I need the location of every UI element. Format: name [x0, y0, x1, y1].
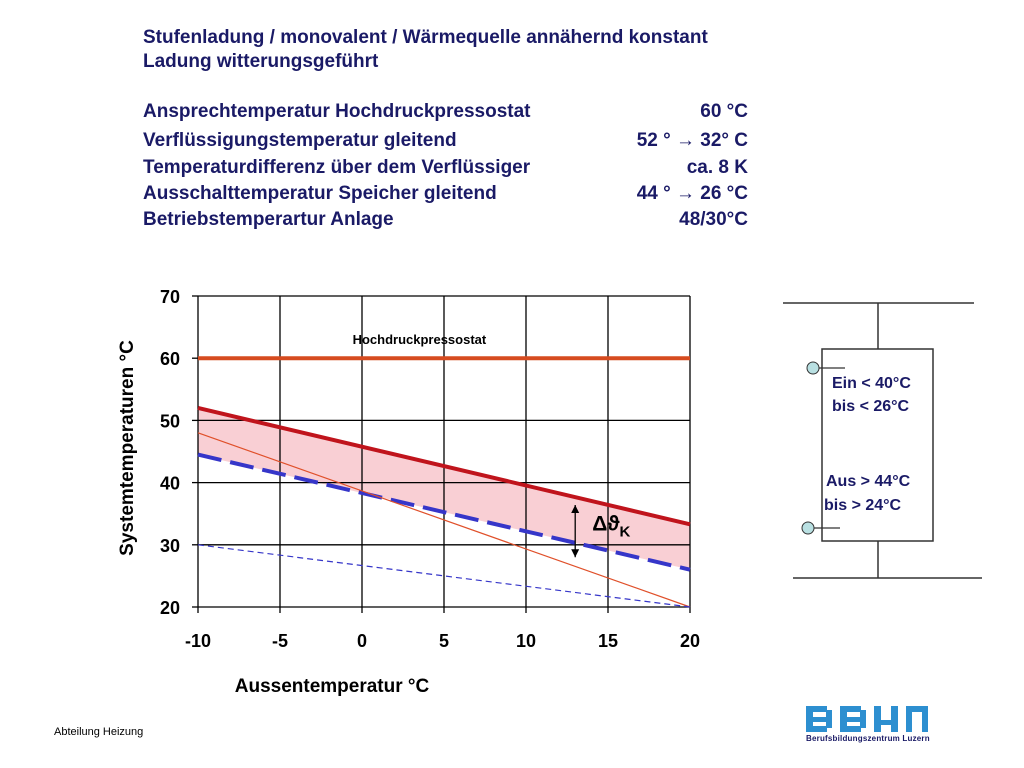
y-axis-title: Systemtemperaturen °C [117, 340, 138, 556]
title-line-2: Ladung witterungsgeführt [143, 51, 379, 72]
storage-tank-diagram [783, 303, 982, 578]
y-tick-label: 50 [159, 411, 180, 432]
y-tick-label: 20 [159, 598, 180, 618]
param-label: Betriebstemperartur Anlage [143, 209, 394, 230]
param-label: Ansprechtemperatur Hochdruckpressostat [143, 101, 531, 122]
param-label: Ausschalttemperatur Speicher gleitend [143, 183, 497, 204]
param-value: ca. 8 K [686, 157, 748, 178]
aus-label: Aus > 44°C [826, 473, 911, 490]
x-tick-label: 5 [438, 631, 450, 651]
param-value: 60 °C [700, 101, 748, 122]
upper-sensor-icon [807, 362, 819, 374]
department-label: Abteilung Heizung [54, 726, 144, 738]
delta-theta-label: $\Delta ϑ_K$ [592, 512, 631, 541]
delta-theta-subscript: K [619, 523, 631, 541]
param-value: 48/30°C [679, 209, 748, 230]
y-tick-label: 70 [159, 287, 180, 307]
x-tick-label: 15 [597, 631, 619, 651]
x-axis-title: Aussentemperatur °C [234, 676, 430, 697]
param-label: Verflüssigungstemperatur gleitend [143, 130, 457, 151]
x-tick-label: 10 [515, 631, 537, 651]
param-value: 44 ° → 26 °C [636, 183, 748, 204]
hochdruck-label: Hochdruckpressostat [352, 331, 487, 347]
param-label: Temperaturdifferenz über dem Verflüssiger [143, 157, 531, 178]
logo-text: Berufsbildungszentrum Luzern [806, 734, 930, 743]
x-tick-label: 0 [356, 631, 368, 651]
aus-range-label: bis > 24°C [824, 497, 902, 514]
delta-arrow-head-down [571, 549, 579, 557]
y-tick-label: 60 [159, 349, 180, 370]
lower-sensor-icon [802, 522, 814, 534]
title-line-1: Stufenladung / monovalent / Wärmequelle annähernd konstant [143, 27, 708, 48]
x-tick-label: 20 [679, 631, 701, 651]
ein-label: Ein < 40°C [832, 375, 911, 392]
x-tick-label: -5 [271, 631, 289, 651]
param-value: 52 ° → 32° C [636, 130, 748, 151]
x-tick-label: -10 [184, 631, 212, 651]
ein-range-label: bis < 26°C [832, 398, 910, 415]
y-tick-label: 30 [159, 535, 180, 556]
y-tick-label: 40 [159, 473, 180, 494]
